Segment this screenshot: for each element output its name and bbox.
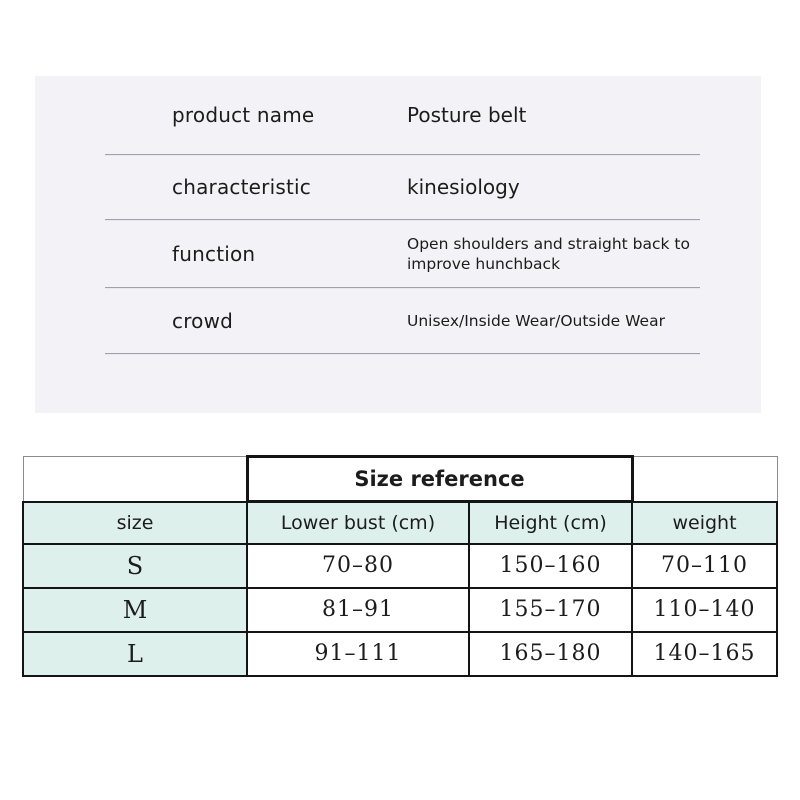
characteristic-label: characteristic xyxy=(172,175,311,199)
height-cell: 155–170 xyxy=(469,588,632,632)
function-label: function xyxy=(172,241,256,266)
product-name-label: product name xyxy=(172,103,315,127)
weight-cell: 70–110 xyxy=(632,544,777,588)
size-cell: L xyxy=(23,632,247,676)
column-header-height: Height (cm) xyxy=(469,502,632,544)
product-info-row xyxy=(35,220,761,287)
table-row xyxy=(23,632,777,676)
table-title: Size reference xyxy=(247,457,632,502)
product-info-row xyxy=(35,288,761,353)
height-cell: 165–180 xyxy=(469,632,632,676)
lower-bust-cell: 91–111 xyxy=(247,632,469,676)
product-info-panel xyxy=(35,76,761,413)
lower-bust-cell: 70–80 xyxy=(247,544,469,588)
weight-cell: 140–165 xyxy=(632,632,777,676)
characteristic-value: kinesiology xyxy=(407,175,520,199)
table-title-row xyxy=(23,457,777,502)
table-row xyxy=(23,588,777,632)
height-cell: 150–160 xyxy=(469,544,632,588)
size-cell: S xyxy=(23,544,247,588)
weight-cell: 110–140 xyxy=(632,588,777,632)
table-row xyxy=(23,544,777,588)
blank-cell xyxy=(23,457,247,502)
size-reference-table xyxy=(22,455,778,677)
blank-cell xyxy=(632,457,777,502)
product-info-row xyxy=(35,76,761,154)
crowd-value: Unisex/Inside Wear/Outside Wear xyxy=(407,311,665,330)
function-value: Open shoulders and straight back to improve hunchback xyxy=(407,234,690,273)
crowd-label: crowd xyxy=(172,308,234,333)
row-divider xyxy=(105,353,700,354)
lower-bust-cell: 81–91 xyxy=(247,588,469,632)
product-info-row xyxy=(35,155,761,219)
size-cell: M xyxy=(23,588,247,632)
table-header-row xyxy=(23,502,777,544)
product-name-value: Posture belt xyxy=(407,103,527,127)
column-header-lower-bust: Lower bust (cm) xyxy=(247,502,469,544)
column-header-size: size xyxy=(23,502,247,544)
column-header-weight: weight xyxy=(632,502,777,544)
